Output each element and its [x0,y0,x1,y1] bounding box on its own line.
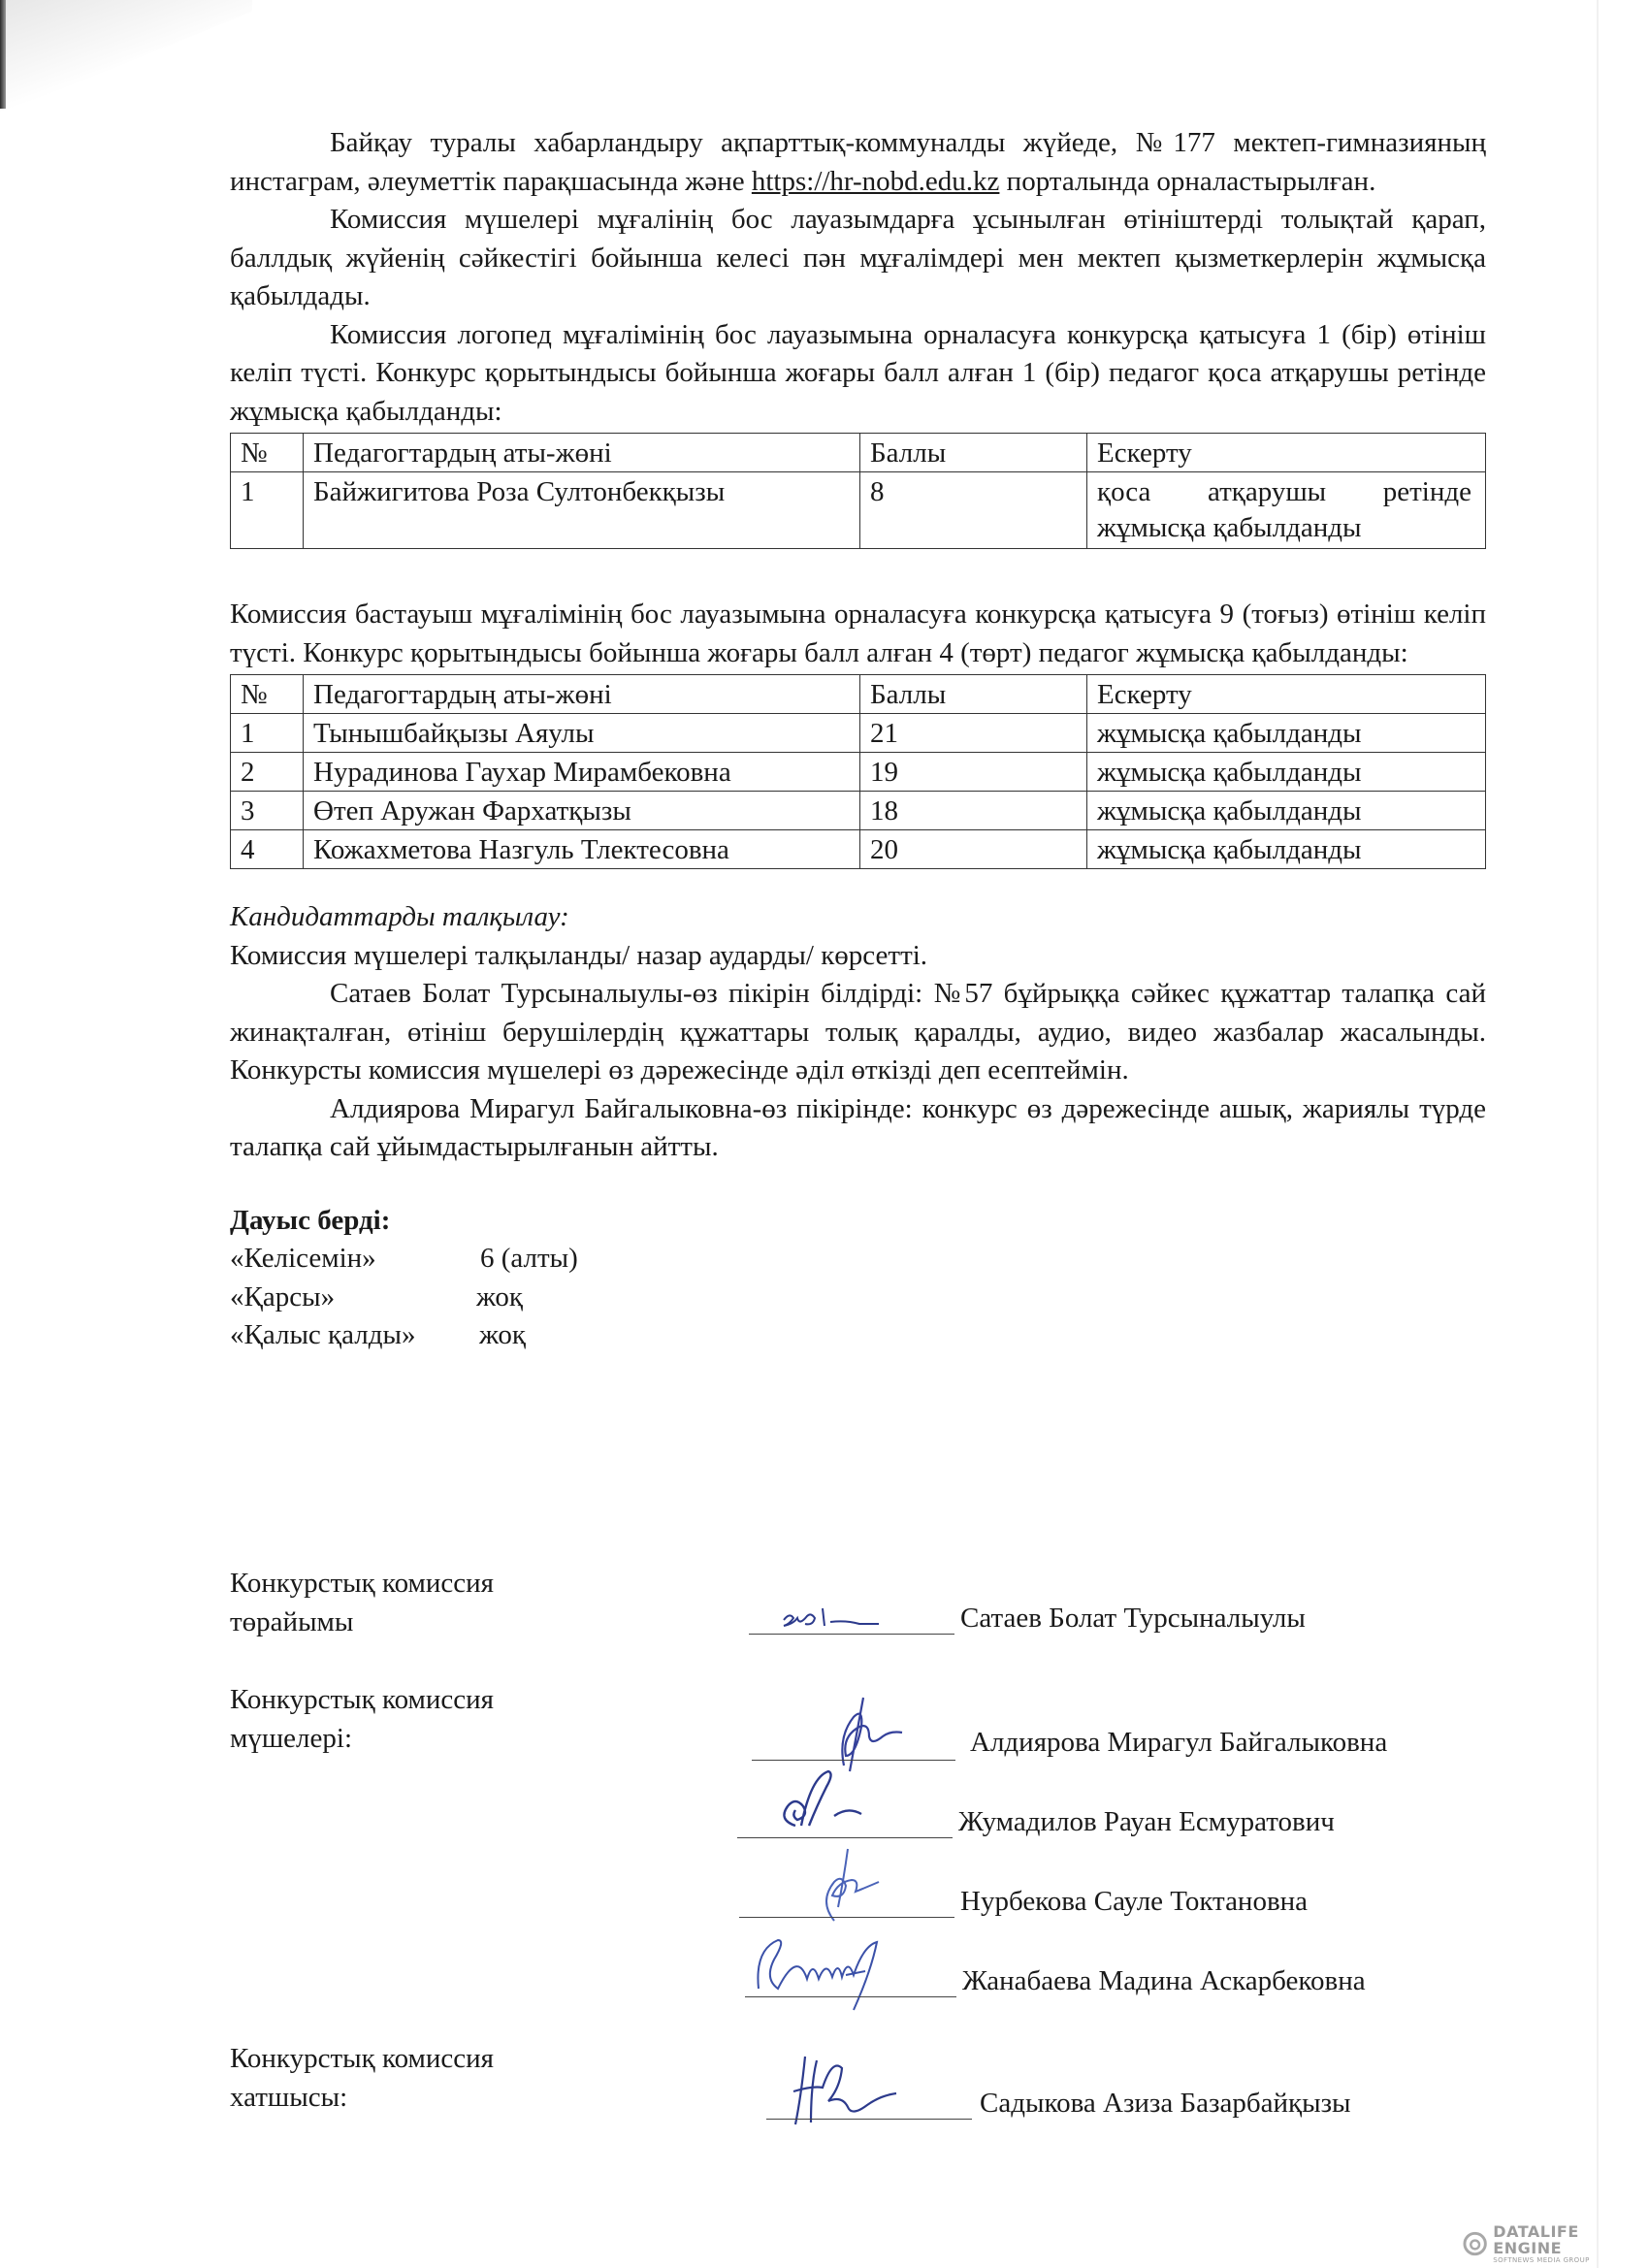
vote-value: жоқ [476,1280,523,1312]
vote-label: «Қарсы» [230,1280,336,1312]
header-score: Баллы [860,675,1087,714]
table-header-row [231,434,1486,472]
chair-signature-icon [776,1599,922,1637]
cell-name: Тынышбайқызы Аяулы [304,714,860,753]
table-row [231,830,1486,869]
cell-name: Өтеп Аружан Фархатқызы [304,792,860,830]
cell-no: 3 [231,792,304,830]
discussion-heading: Кандидаттарды талқылау: [230,901,569,932]
cell-no: 2 [231,753,304,792]
member-name: Жанабаева Мадина Аскарбековна [962,1965,1366,1996]
cell-note: жұмысқа қабылданды [1087,792,1486,830]
secretary-role [230,2039,550,2117]
vote-value: 6 (алты) [480,1243,578,1274]
scan-shadow [0,0,252,114]
table-row [231,753,1486,792]
discussion-paragraph-2: Сатаев Болат Турсыналыулы-өз пікірін білдірді: №57 бұйрыққа сәйкес құжаттар талапқа сай жинақталған, өтініш берушілердің құжаттары толық қаралды, аудио, видео жазбалар жасалынды. Конкурсты комиссия мүшелері өз дәрежесінде әділ өткізді деп есептеймін. [230,978,1486,1085]
watermark [1463,2223,1649,2264]
primary-teacher-table [230,674,1486,869]
cell-name: Байжигитова Роза Султонбекқызы [304,472,860,549]
chair-role [230,1564,550,1641]
page-edge [1597,0,1599,2268]
role-line: Конкурстық комиссия [230,1684,495,1715]
cell-note: қоса атқарушы ретінде жұмысқа қабылданды [1087,472,1486,549]
secretary-signature-icon [776,2043,922,2130]
header-score: Баллы [860,434,1087,472]
signature-line [752,1760,955,1761]
intro-text: Байқау туралы хабарландыру ақпарттық-коммуналды жүйеде, №177 мектеп-гимназияның инстаграм, әлеуметтік парақшасында және [230,127,1486,197]
signature-line [739,1917,954,1918]
cell-score: 20 [860,830,1087,869]
header-no: № [231,434,304,472]
document-page [230,124,1486,1355]
cell-score: 18 [860,792,1087,830]
discussion-paragraph-1: Комиссия мүшелері талқыланды/ назар аударды/ көрсетті. [230,939,928,971]
role-line: мүшелері: [230,1723,353,1754]
members-role [230,1680,550,1758]
watermark-text [1493,2223,1649,2264]
spacer [230,869,1486,898]
role-line: хатшысы: [230,2082,348,2113]
member-signature-icon [739,1930,962,2018]
member-name: Алдиярова Мирагул Байгалыковна [970,1727,1388,1758]
vote-row-agree [230,1240,1486,1279]
discussion-paragraph-3: Алдиярова Мирагул Байгалыковна-өз пікірінде: конкурс өз дәрежесінде ашық, жариялы түрде талапқа сай ұйымдастырылғанын айтты. [230,1092,1486,1162]
cell-no: 4 [231,830,304,869]
cell-score: 21 [860,714,1087,753]
cell-name: Нурадинова Гаухар Мирамбековна [304,753,860,792]
header-name: Педагогтардың аты-жөні [304,675,860,714]
signature-line [745,1996,956,1997]
member-signature-icon [805,1688,922,1775]
scan-edge [0,0,6,109]
cell-score: 8 [860,472,1087,549]
portal-link[interactable]: https://hr-nobd.edu.kz [751,165,1000,197]
secretary-name: Садыкова Азиза Базарбайқызы [980,2088,1351,2119]
signature-line [749,1634,954,1635]
watermark-subtitle: SOFTNEWS MEDIA GROUP [1493,2256,1590,2264]
cell-note: жұмысқа қабылданды [1087,830,1486,869]
header-note: Ескерту [1087,675,1486,714]
signature-line [737,1837,953,1838]
role-line: төрайымы [230,1606,354,1637]
table-header-row [231,675,1486,714]
spacer [230,549,1486,596]
watermark-title: DATALIFE ENGINE [1493,2222,1579,2257]
vote-value: жоқ [479,1319,526,1350]
cell-note: жұмысқа қабылданды [1087,753,1486,792]
member-signature-icon [795,1843,912,1930]
cell-note: жұмысқа қабылданды [1087,714,1486,753]
vote-row-against [230,1279,1486,1317]
member-name: Жумадилов Рауан Есмуратович [958,1806,1335,1837]
table-row [231,472,1486,549]
signature-line [766,2119,972,2120]
table-row [231,714,1486,753]
cell-score: 19 [860,753,1087,792]
chair-name: Сатаев Болат Турсыналыулы [960,1603,1306,1634]
datalife-logo-icon [1463,2231,1487,2256]
intro-paragraph-1 [230,124,1486,201]
header-name: Педагогтардың аты-жөні [304,434,860,472]
primary-teacher-paragraph: Комиссия бастауыш мұғалімінің бос лауазымына орналасуға конкурсқа қатысуға 9 (тоғыз) өтініш келіп түсті. Конкурс қорытындысы бойынша жоғары балл алған 4 (төрт) педагог жұмысқа қабылданды: [230,599,1486,668]
cell-no: 1 [231,472,304,549]
vote-label: «Қалыс қалды» [230,1319,416,1350]
vote-label: «Келісемін» [230,1243,376,1274]
header-note: Ескерту [1087,434,1486,472]
speech-therapist-table [230,433,1486,549]
intro-text-tail: порталында орналастырылған. [999,165,1376,197]
role-line: Конкурстық комиссия [230,2043,495,2074]
intro-paragraph-3: Комиссия логопед мұғалімінің бос лауазымына орналасуға конкурсқа қатысуға 1 (бір) өтініш келіп түсті. Конкурс қорытындысы бойынша жоғары балл алған 1 (бір) педагог қоса атқарушы ретінде жұмысқа қабылданды: [230,318,1486,427]
header-no: № [231,675,304,714]
cell-no: 1 [231,714,304,753]
voting-heading: Дауыс берді: [230,1204,391,1236]
spacer [230,1167,1486,1202]
role-line: Конкурстық комиссия [230,1568,495,1599]
intro-paragraph-2: Комиссия мүшелері мұғалінің бос лауазымдарға ұсынылған өтініштерді толықтай қарап, баллдық жүйенің сәйкестігі бойынша келесі пән мұғалімдері мен мектеп қызметкерлерін жұмысқа қабылдады. [230,204,1486,311]
member-name: Нурбекова Сауле Токтановна [960,1886,1309,1917]
member-signature-icon [766,1767,892,1845]
table-row [231,792,1486,830]
cell-name: Кожахметова Назгуль Тлектесовна [304,830,860,869]
vote-row-abstain [230,1316,1486,1355]
